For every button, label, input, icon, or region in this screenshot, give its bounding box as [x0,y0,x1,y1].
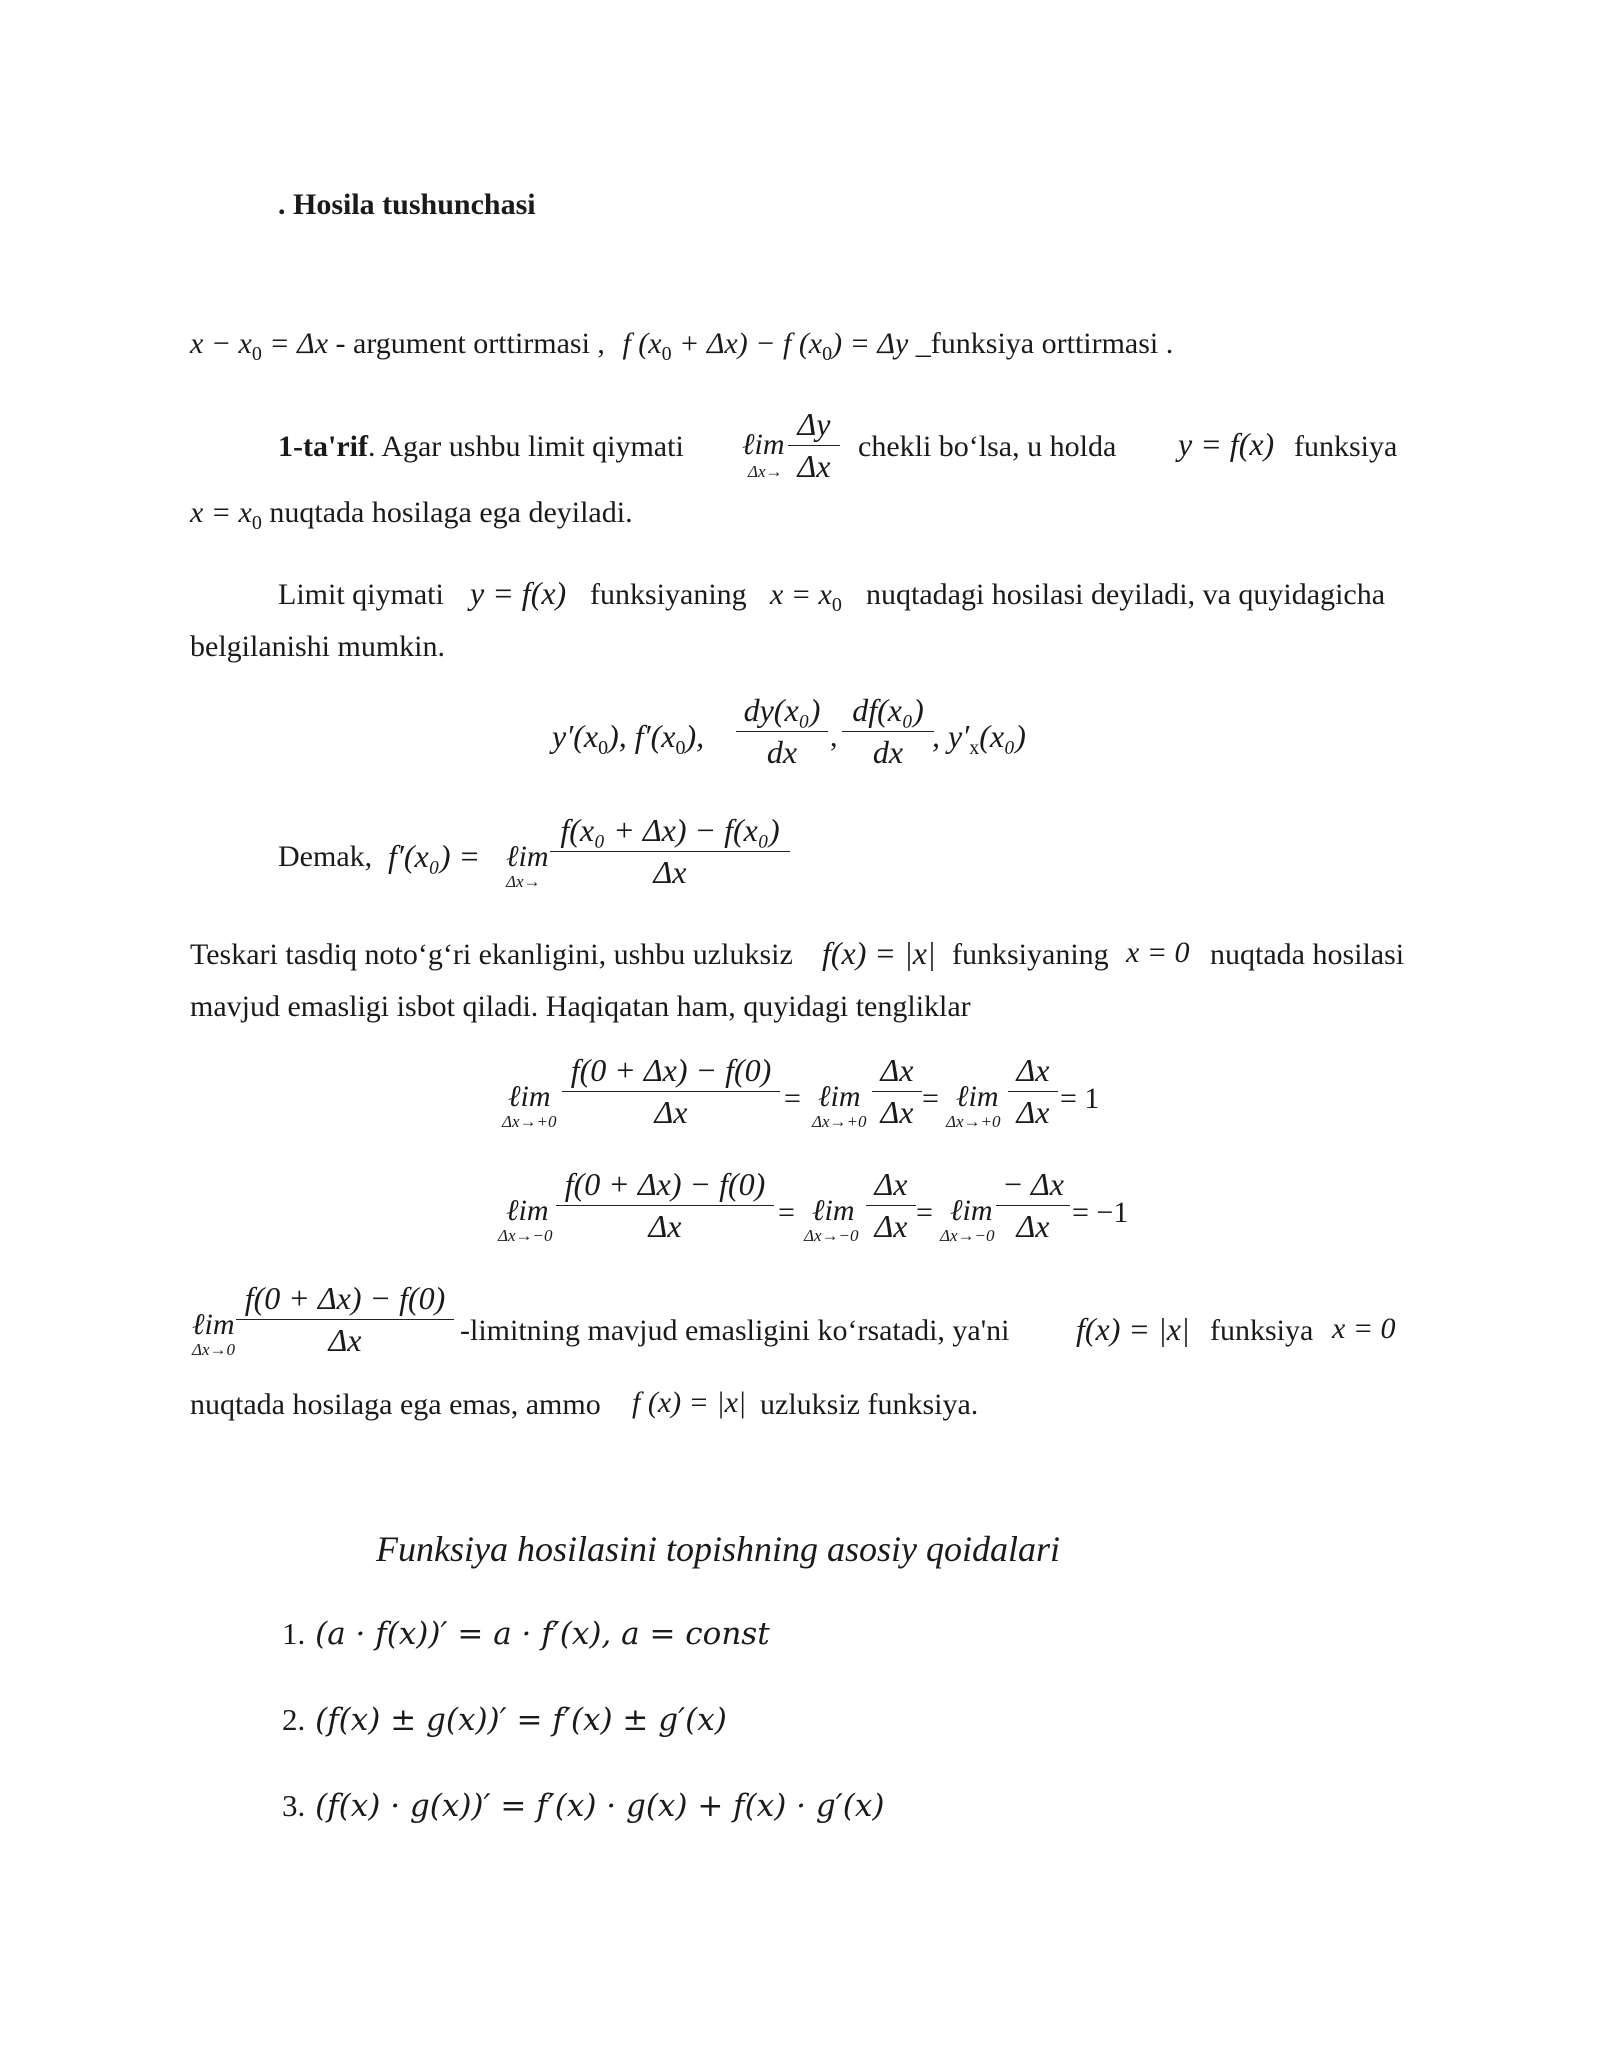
notation-yx-prime: , $y'_x(x_0)$ [932,718,1026,759]
conclusion-line2-expr: f (x) = |x| [632,1386,747,1419]
demak-label: Demak, [278,840,373,873]
definition-text-mid: chekli bo‘lsa, u holda [858,430,1117,463]
eq-minus-equals2: = [916,1196,933,1229]
demak-derivative-expr: f′(x₀) = [388,838,481,874]
conclusion-point-expr: x = 0 [1332,1312,1396,1345]
eq-plus-sub3: Δx→+0 [946,1112,1001,1131]
teskari-point-expr: x = 0 [1126,936,1190,969]
demak-lim-sub: Δx→ [506,872,541,891]
eq-minus-sub2: Δx→−0 [804,1226,859,1245]
eq-plus-equals2: = [922,1082,939,1115]
definition-line2: $x = x_0$ nuqtada hosilaga ega deyiladi. [190,496,633,534]
conclusion-lim: ℓim [192,1308,235,1341]
teskari-text1: Teskari tasdiq noto‘g‘ri ekanligini, ushbu uzluksiz [190,938,793,971]
definition-text-end: funksiya [1294,430,1398,463]
conclusion-text2: funksiya [1210,1314,1314,1347]
definition-lim-sub: Δx→ [748,462,783,481]
eq-minus-sub3: Δx→−0 [940,1226,995,1245]
eq-plus-result: = 1 [1060,1082,1100,1115]
definition-label: 1-ta'rif [278,430,368,463]
eq-minus-equals1: = [778,1196,795,1229]
rule-item-1 [282,1616,770,1652]
rule-item-3 [282,1788,884,1824]
demak-fraction: f(x₀ + Δx) − f(x₀) Δx [550,812,790,891]
eq-minus-fraction2: Δx Δx [866,1166,916,1245]
eq-minus-sub1: Δx→−0 [498,1226,553,1245]
eq-plus-fraction1: f(0 + Δx) − f(0) Δx [562,1052,780,1131]
definition-fraction-num: Δy [797,406,831,442]
function-increment-label: _funksiya orttirmasi . [908,327,1174,360]
argument-increment-line [190,327,1174,365]
teskari-line2: mavjud emasligi isbot qiladi. Haqiqatan ham, quyidagi tengliklar [190,990,971,1023]
eq-minus-fraction3: − Δx Δx [996,1166,1070,1245]
argument-increment-formula: $x - x_0 = \Delta x$ [190,327,329,365]
demak-lim: ℓim [506,840,549,873]
conclusion-text1: -limitning mavjud emasligini ko‘rsatadi, ya'ni [460,1314,1010,1347]
notation-derivatives: $y'(x_0)$, $f'(x_0)$, [552,718,705,759]
limit-para-text3: nuqtadagi hosilasi deyiladi, va quyidagicha [866,578,1386,611]
definition-fraction [788,406,840,485]
eq-plus-fraction2: Δx Δx [872,1052,922,1131]
definition-text-start [278,430,684,464]
definition-lim: ℓim [742,428,785,461]
eq-minus-lim2: ℓim [812,1194,855,1227]
eq-plus-lim3: ℓim [956,1080,999,1113]
eq-minus-fraction1: f(0 + Δx) − f(0) Δx [556,1166,774,1245]
eq-plus-fraction3: Δx Δx [1008,1052,1058,1131]
rule-formula: (a · f(x))′ = a · f′(x), a = const [315,1616,770,1652]
rule-number: 1. [282,1616,306,1651]
rule-formula: (f(x) · g(x))′ = f′(x) · g(x) + f(x) · g′(x) [315,1788,885,1824]
limit-para-text2: funksiyaning [590,578,747,611]
eq-plus-equals1: = [784,1082,801,1115]
definition-function-expr: y = f(x) [1178,426,1275,462]
teskari-abs-expr: f(x) = |x| [822,935,936,971]
function-increment-formula: f $(x_0 + \Delta x) - f$ $(x_0) = \Delta y$ [622,327,909,365]
teskari-text3: nuqtada hosilasi [1210,938,1405,971]
conclusion-abs-expr: f(x) = |x| [1076,1311,1190,1347]
eq-plus-sub2: Δx→+0 [812,1112,867,1131]
rule-number: 3. [282,1788,306,1823]
definition-fraction-den: Δx [797,448,831,484]
rule-number: 2. [282,1702,306,1737]
eq-plus-lim2: ℓim [818,1080,861,1113]
eq-minus-result: = −1 [1072,1196,1129,1229]
eq-plus-lim1: ℓim [508,1080,551,1113]
conclusion-lim-sub: Δx→0 [192,1340,236,1359]
notation-fraction-df: df(x₀) dx [842,692,934,771]
section-heading: . Hosila tushunchasi [278,188,536,221]
limit-para-text1: Limit qiymati [278,578,444,611]
eq-minus-lim1: ℓim [506,1194,549,1227]
limit-para-line2: belgilanishi mumkin. [190,630,445,663]
rules-section-title: Funksiya hosilasini topishning asosiy qoidalari [376,1529,1061,1569]
rule-item-2 [282,1702,727,1738]
limit-para-expr2: $x = x_0$ [770,578,842,616]
argument-increment-label: - argument orttirmasi , [328,327,605,360]
rule-formula: (f(x) ± g(x))′ = f′(x) ± g′(x) [315,1702,727,1738]
eq-plus-sub1: Δx→+0 [502,1112,557,1131]
notation-comma: , [830,720,838,753]
notation-fraction-dy: dy(x₀) dx [736,692,828,771]
conclusion-fraction: f(0 + Δx) − f(0) Δx [236,1280,454,1359]
eq-minus-lim3: ℓim [950,1194,993,1227]
teskari-text2: funksiyaning [952,938,1109,971]
limit-para-expr1: y = f(x) [470,575,567,611]
conclusion-line2-text1: nuqtada hosilaga ega emas, ammo [190,1388,601,1421]
conclusion-line2-text2: uzluksiz funksiya. [760,1388,979,1421]
definition-text: . Agar ushbu limit qiymati [367,430,684,463]
